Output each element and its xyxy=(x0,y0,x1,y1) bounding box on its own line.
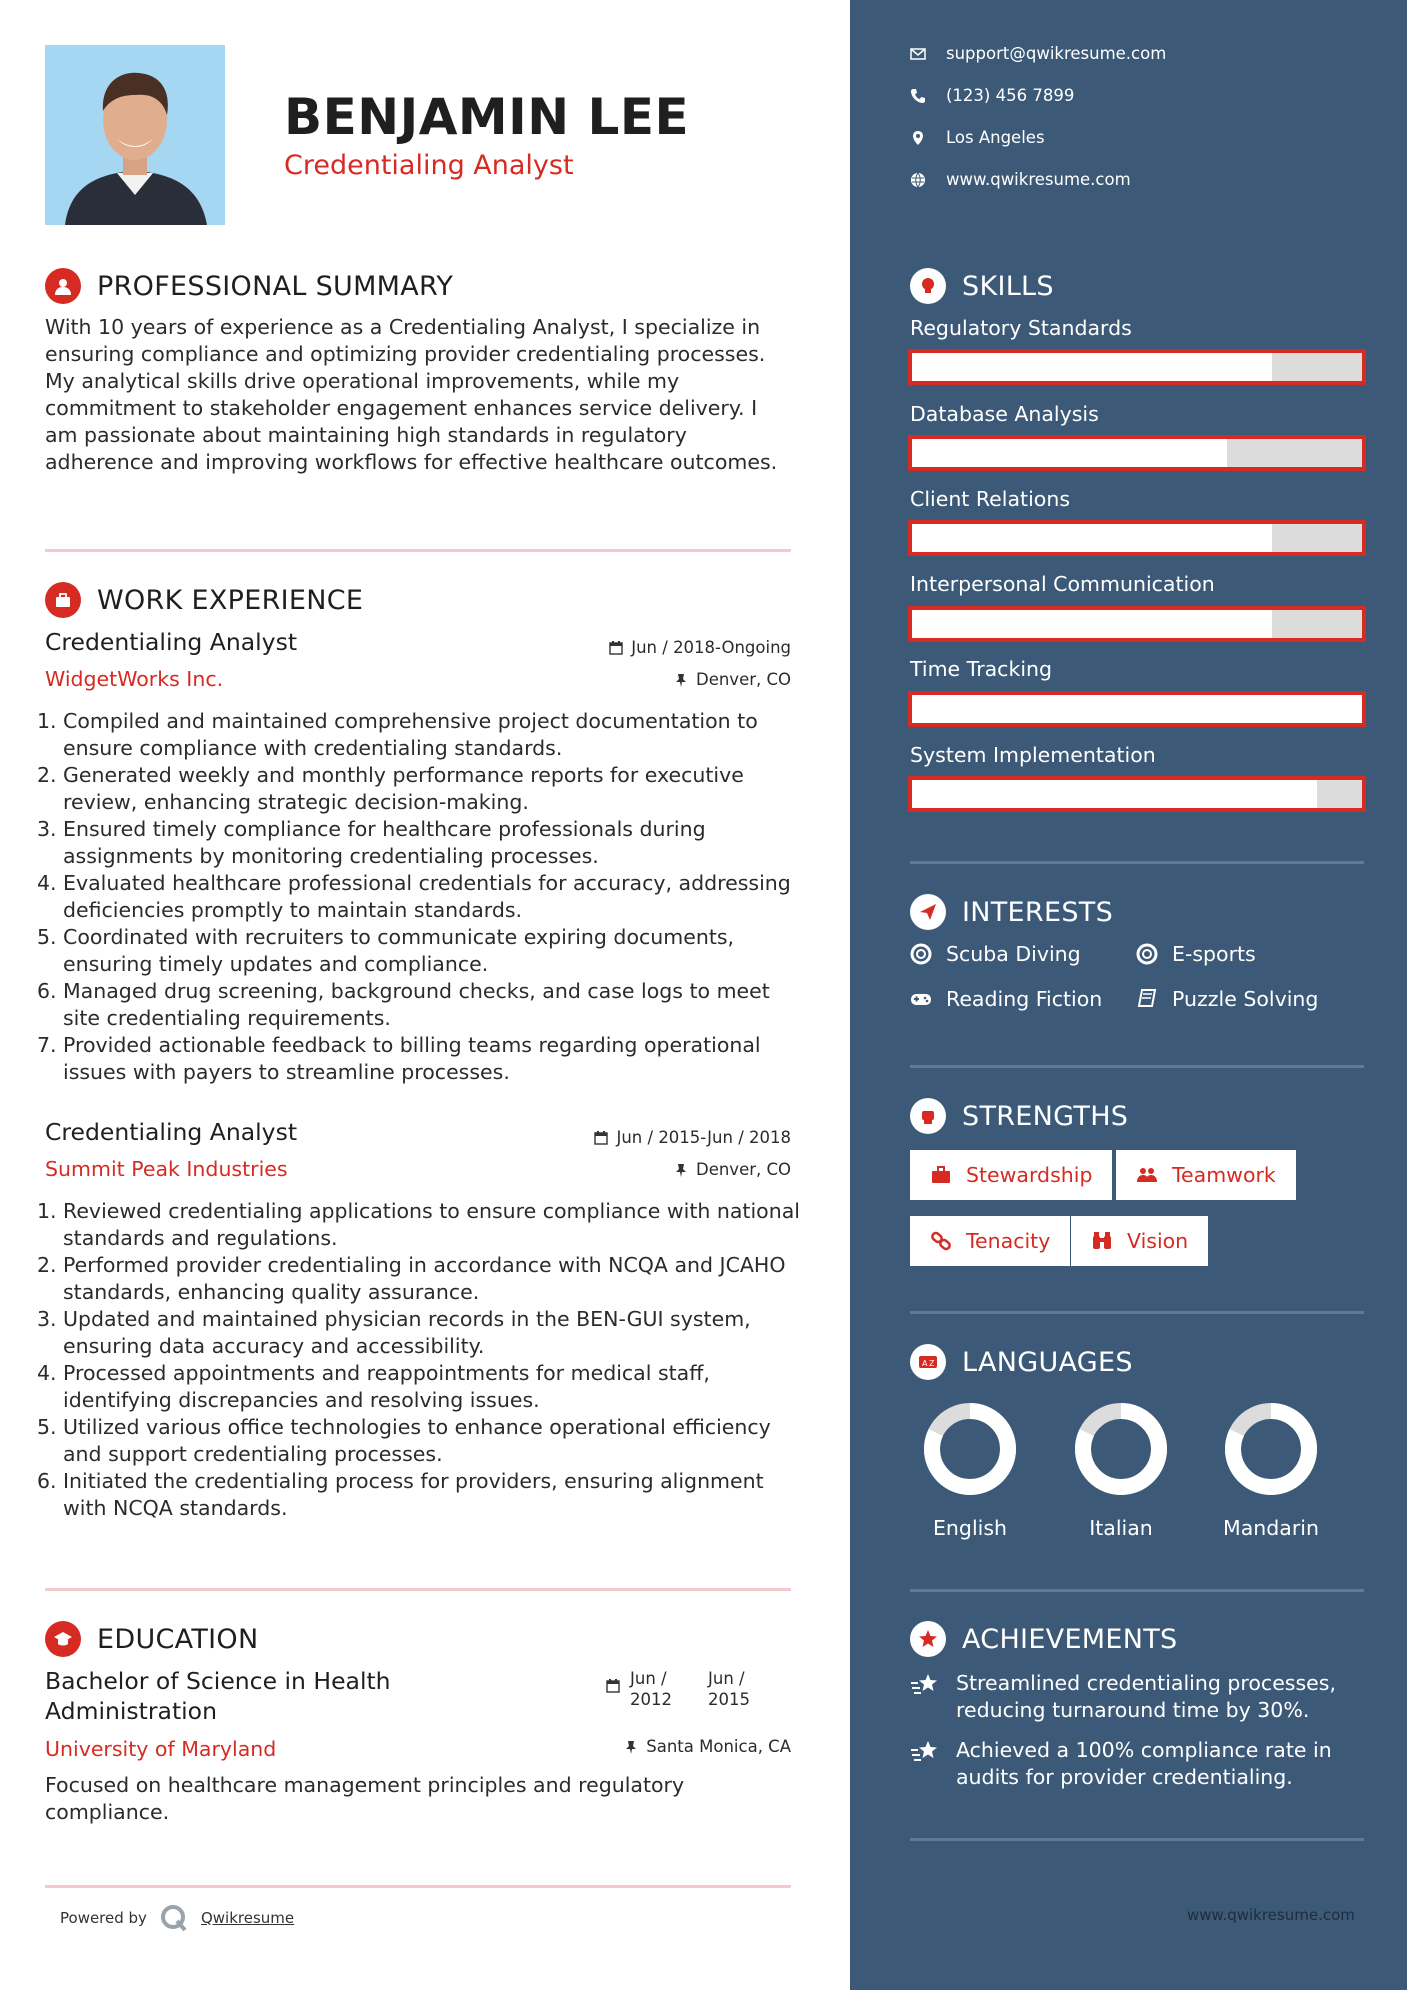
contact-location-text: Los Angeles xyxy=(946,128,1045,147)
list-item: Generated weekly and monthly performance reports for executive review, enhancing strategic decision-making. xyxy=(63,763,744,814)
link-icon xyxy=(930,1230,952,1252)
strengths-heading xyxy=(910,1098,1128,1134)
achievement-item xyxy=(910,1737,1360,1791)
language-ring xyxy=(1216,1394,1326,1504)
envelope-icon xyxy=(910,46,926,62)
edu-location xyxy=(624,1737,791,1756)
contact-website-text: www.qwikresume.com xyxy=(946,170,1131,189)
strength-label: Stewardship xyxy=(966,1163,1093,1187)
education-heading xyxy=(45,1621,258,1657)
language-ring xyxy=(1066,1394,1176,1504)
job-task-list xyxy=(45,708,805,1086)
skill-bar xyxy=(908,349,1366,385)
edu-end-date xyxy=(708,1668,750,1710)
edu-start-year: 2012 xyxy=(630,1690,672,1709)
list-item: Performed provider credentialing in accordance with NCQA and JCAHO standards, enhancing quality assurance. xyxy=(63,1253,786,1304)
experience-heading-text: WORK EXPERIENCE xyxy=(97,584,364,616)
qwikresume-link[interactable]: Qwikresume xyxy=(200,1909,295,1927)
lightbulb-icon xyxy=(910,268,946,304)
job-location xyxy=(674,1160,791,1179)
job-date-text: Jun / 2015-Jun / 2018 xyxy=(616,1128,791,1147)
skill-bar xyxy=(908,776,1366,812)
skill-label: System Implementation xyxy=(910,743,1156,767)
strength-label: Teamwork xyxy=(1172,1163,1276,1187)
job-date xyxy=(609,638,791,657)
language-item xyxy=(1061,1394,1181,1540)
interest-label: Reading Fiction xyxy=(946,987,1103,1011)
job-title: Credentialing Analyst xyxy=(45,628,298,656)
globe-icon xyxy=(910,172,926,188)
graduation-cap-icon xyxy=(45,1621,81,1657)
skill-label: Time Tracking xyxy=(910,657,1053,681)
language-name: English xyxy=(932,1516,1008,1540)
company-name: WidgetWorks Inc. xyxy=(45,667,224,691)
calendar-icon xyxy=(594,1131,608,1145)
skill-bar-fill xyxy=(912,695,1362,723)
user-icon xyxy=(45,268,81,304)
shooting-star-icon xyxy=(910,1672,940,1698)
briefcase-icon xyxy=(930,1164,952,1186)
interest-label: Puzzle Solving xyxy=(1172,987,1319,1011)
contact-email[interactable] xyxy=(910,44,1166,63)
star-icon xyxy=(910,1621,946,1657)
edu-end-year: 2015 xyxy=(708,1690,750,1709)
sidebar-divider xyxy=(910,1311,1364,1314)
education-description: Focused on healthcare management principles and regulatory compliance. xyxy=(45,1773,685,1824)
lifebuoy-icon xyxy=(1136,943,1158,965)
contact-location xyxy=(910,128,1045,147)
users-icon xyxy=(1136,1164,1158,1186)
section-divider xyxy=(45,549,791,552)
achievement-text: Achieved a 100% compliance rate in audits for provider credentialing. xyxy=(956,1738,1332,1789)
skill-label: Database Analysis xyxy=(910,402,1099,426)
strength-label: Vision xyxy=(1127,1229,1189,1253)
qwikresume-logo-icon xyxy=(159,1903,189,1933)
paper-plane-icon xyxy=(910,894,946,930)
interest-label: E-sports xyxy=(1172,942,1256,966)
calendar-icon xyxy=(606,1678,620,1692)
achievements-heading xyxy=(910,1621,1178,1657)
list-item: Utilized various office technologies to enhance operational efficiency and support credentialing processes. xyxy=(63,1415,771,1466)
sidebar-divider xyxy=(910,1589,1364,1592)
interest-item xyxy=(910,987,1102,1011)
list-item: Evaluated healthcare professional credentials for accuracy, addressing deficiencies promptly to maintain standards. xyxy=(63,871,791,922)
powered-by xyxy=(60,1903,294,1933)
section-divider xyxy=(45,1588,791,1591)
list-item: Coordinated with recruiters to communicate expiring documents, ensuring timely updates and compliance. xyxy=(63,925,735,976)
interests-heading xyxy=(910,894,1113,930)
skill-bar-fill xyxy=(912,610,1272,638)
skill-bar xyxy=(908,520,1366,556)
language-item xyxy=(910,1394,1030,1540)
list-item: Reviewed credentialing applications to ensure compliance with national standards and regulations. xyxy=(63,1199,800,1250)
section-divider xyxy=(45,1885,791,1888)
job-location xyxy=(674,670,791,689)
languages-heading xyxy=(910,1344,1133,1380)
contact-phone[interactable] xyxy=(910,86,1074,105)
language-item xyxy=(1211,1394,1331,1540)
list-item: Initiated the credentialing process for providers, ensuring alignment with NCQA standards. xyxy=(63,1469,764,1520)
achievements-heading-text: ACHIEVEMENTS xyxy=(962,1623,1178,1655)
svg-text:Z: Z xyxy=(929,1359,935,1368)
skills-heading xyxy=(910,268,1054,304)
school-name: University of Maryland xyxy=(45,1737,277,1761)
job-title: Credentialing Analyst xyxy=(45,1118,298,1146)
avatar-image xyxy=(45,45,225,225)
contact-phone-text: (123) 456 7899 xyxy=(946,86,1075,105)
company-name: Summit Peak Industries xyxy=(45,1157,288,1181)
language-ring xyxy=(915,1394,1025,1504)
list-item: Provided actionable feedback to billing teams regarding operational issues with payers to streamline processes. xyxy=(63,1033,761,1084)
interest-item xyxy=(910,942,1081,966)
svg-text:A: A xyxy=(922,1359,928,1368)
summary-text: With 10 years of experience as a Credentialing Analyst, I specialize in ensuring compliance and optimizing provider credentialing processes. My analytical skills drive operational improvements, while my commitment to stakeholder engagement enhances service delivery. I am passionate about maintaining high standards in regulatory adherence and improving workflows for effective healthcare outcomes. xyxy=(45,315,778,474)
skills-heading-text: SKILLS xyxy=(962,270,1054,302)
job-location-text: Denver, CO xyxy=(695,670,791,689)
job-date-text: Jun / 2018-Ongoing xyxy=(631,638,791,657)
sidebar-divider xyxy=(910,1065,1364,1068)
candidate-name: BENJAMIN LEE xyxy=(284,88,690,146)
interests-heading-text: INTERESTS xyxy=(962,896,1114,928)
list-item: Managed drug screening, background checks, and case logs to meet site credentialing requirements. xyxy=(63,979,770,1030)
strengths-heading-text: STRENGTHS xyxy=(962,1100,1129,1132)
education-heading-text: EDUCATION xyxy=(97,1623,259,1655)
map-pin-icon xyxy=(910,130,926,146)
contact-website[interactable] xyxy=(910,170,1131,189)
skill-label: Interpersonal Communication xyxy=(910,572,1215,596)
achievement-text: Streamlined credentialing processes, reducing turnaround time by 30%. xyxy=(956,1671,1336,1722)
edu-end-month: Jun / xyxy=(708,1669,745,1688)
job-location-text: Denver, CO xyxy=(695,1160,791,1179)
strength-label: Tenacity xyxy=(966,1229,1051,1253)
job-task-list xyxy=(45,1198,805,1522)
languages-heading-text: LANGUAGES xyxy=(962,1346,1133,1378)
shooting-star-icon xyxy=(910,1739,940,1765)
list-item: Updated and maintained physician records in the BEN-GUI system, ensuring data accuracy and accessibility. xyxy=(63,1307,751,1358)
skill-bar xyxy=(908,691,1366,727)
skill-bar-fill xyxy=(912,524,1272,552)
edu-start-month: Jun / xyxy=(630,1669,667,1688)
job-date xyxy=(594,1128,791,1147)
sidebar-divider xyxy=(910,1838,1364,1841)
strength-badge xyxy=(1071,1216,1208,1266)
translate-icon xyxy=(910,1344,946,1380)
interest-label: Scuba Diving xyxy=(946,942,1081,966)
powered-by-label: Powered by xyxy=(60,1909,147,1927)
footer-website[interactable]: www.qwikresume.com xyxy=(1187,1906,1355,1924)
book-icon xyxy=(1136,988,1158,1010)
pin-icon xyxy=(674,1163,688,1177)
gamepad-icon xyxy=(910,988,932,1010)
summary-heading xyxy=(45,268,453,304)
sidebar-divider xyxy=(910,861,1364,864)
skill-bar xyxy=(908,435,1366,471)
strength-badge xyxy=(910,1216,1070,1266)
degree-line-1: Bachelor of Science in Health xyxy=(45,1667,391,1695)
interest-item xyxy=(1136,987,1318,1011)
fist-icon xyxy=(910,1098,946,1134)
summary-heading-text: PROFESSIONAL SUMMARY xyxy=(97,270,454,302)
language-name: Mandarin xyxy=(1223,1516,1319,1540)
strength-badge xyxy=(1116,1150,1296,1200)
skill-bar-fill xyxy=(912,353,1272,381)
phone-icon xyxy=(910,88,926,104)
pin-icon xyxy=(624,1740,638,1754)
skill-bar-fill xyxy=(912,780,1317,808)
language-name: Italian xyxy=(1089,1516,1153,1540)
lifebuoy-icon xyxy=(910,943,932,965)
briefcase-icon xyxy=(45,582,81,618)
interest-item xyxy=(1136,942,1256,966)
list-item: Ensured timely compliance for healthcare professionals during assignments by monitoring credentialing processes. xyxy=(63,817,706,868)
list-item: Compiled and maintained comprehensive project documentation to ensure compliance with credentialing standards. xyxy=(63,709,758,760)
edu-location-text: Santa Monica, CA xyxy=(646,1737,791,1756)
pin-icon xyxy=(674,673,688,687)
experience-heading xyxy=(45,582,363,618)
list-item: Processed appointments and reappointments for medical staff, identifying discrepancies and resolving issues. xyxy=(63,1361,710,1412)
strength-badge xyxy=(910,1150,1112,1200)
profile-photo xyxy=(45,45,225,225)
skill-bar xyxy=(908,606,1366,642)
contact-email-text: support@qwikresume.com xyxy=(946,44,1167,63)
calendar-icon xyxy=(609,641,623,655)
achievement-item xyxy=(910,1670,1360,1724)
candidate-title: Credentialing Analyst xyxy=(284,150,574,181)
edu-start-date xyxy=(630,1668,672,1710)
degree-line-2: Administration xyxy=(45,1697,217,1725)
skill-bar-fill xyxy=(912,439,1227,467)
skill-label: Regulatory Standards xyxy=(910,316,1132,340)
skill-label: Client Relations xyxy=(910,487,1071,511)
binoculars-icon xyxy=(1091,1230,1113,1252)
